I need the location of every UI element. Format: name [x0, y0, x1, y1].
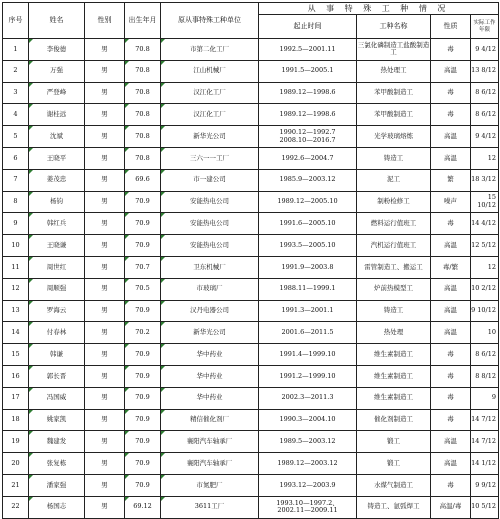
cell-nature: 高温 [431, 322, 471, 344]
table-row [3, 474, 499, 496]
cell-job: 光学玻璃熔炼 [357, 126, 431, 148]
table-row [3, 147, 499, 169]
cell-job: 维生素制造工 [357, 365, 431, 387]
cell-birth: 70.5 [125, 278, 161, 300]
cell-time: 1991.9—2003.8 [259, 256, 357, 278]
cell-birth: 70.9 [125, 387, 161, 409]
cell-name: 李俊德 [29, 39, 85, 61]
cell-birth: 70.9 [125, 213, 161, 235]
cell-gender: 男 [85, 453, 125, 475]
cell-job: 制粉检修工 [357, 191, 431, 213]
cell-unit: 襄阳汽车轴承厂 [161, 453, 259, 475]
cell-nature: 毒 [431, 344, 471, 366]
table-row [3, 496, 499, 518]
cell-gender: 男 [85, 126, 125, 148]
cell-birth: 70.9 [125, 474, 161, 496]
cell-time: 2001.6—2011.5 [259, 322, 357, 344]
cell-time: 1993.5—2005.10 [259, 235, 357, 257]
cell-years: 9 [471, 387, 499, 409]
cell-seq: 19 [3, 431, 29, 453]
cell-gender: 男 [85, 278, 125, 300]
cell-time: 1992.5—2001.11 [259, 39, 357, 61]
table-row [3, 213, 499, 235]
cell-name: 王晓平 [29, 147, 85, 169]
table-row [3, 82, 499, 104]
cell-job: 维生素制造工 [357, 344, 431, 366]
cell-seq: 3 [3, 82, 29, 104]
cell-gender: 男 [85, 409, 125, 431]
table-row [3, 322, 499, 344]
cell-unit: 华中药业 [161, 365, 259, 387]
table-row [3, 126, 499, 148]
records-body [3, 39, 499, 519]
cell-years: 9 4/12 [471, 39, 499, 61]
cell-name: 周世红 [29, 256, 85, 278]
cell-birth: 70.7 [125, 256, 161, 278]
cell-years: 8 6/12 [471, 104, 499, 126]
cell-unit: 华中药业 [161, 387, 259, 409]
cell-name: 郭长晋 [29, 365, 85, 387]
cell-job: 苯甲酸制造工 [357, 104, 431, 126]
header-birth: 出生年月 [125, 3, 161, 39]
cell-years: 14 7/12 [471, 431, 499, 453]
cell-unit: 精信催化剂厂 [161, 409, 259, 431]
cell-nature: 毒 [431, 213, 471, 235]
cell-seq: 14 [3, 322, 29, 344]
cell-unit: 市第二化工厂 [161, 39, 259, 61]
cell-birth: 70.2 [125, 322, 161, 344]
cell-seq: 4 [3, 104, 29, 126]
table-row [3, 300, 499, 322]
cell-job: 泥工 [357, 169, 431, 191]
cell-gender: 男 [85, 496, 125, 518]
table-row [3, 409, 499, 431]
header-time: 起止时间 [259, 15, 357, 39]
cell-birth: 70.9 [125, 431, 161, 453]
cell-unit: 安能热电公司 [161, 213, 259, 235]
cell-seq: 21 [3, 474, 29, 496]
cell-years: 9 9/12 [471, 474, 499, 496]
cell-job: 燃料运行值班工 [357, 213, 431, 235]
table-row [3, 365, 499, 387]
cell-years: 15 10/12 [471, 191, 499, 213]
cell-job: 雷管制造工、搬运工 [357, 256, 431, 278]
cell-seq: 5 [3, 126, 29, 148]
cell-years: 10 5/12 [471, 496, 499, 518]
cell-time: 1991.2—1999.10 [259, 365, 357, 387]
cell-years: 14 7/12 [471, 409, 499, 431]
cell-nature: 高温 [431, 278, 471, 300]
cell-years: 10 [471, 322, 499, 344]
table-row [3, 60, 499, 82]
cell-unit: 新华光公司 [161, 126, 259, 148]
cell-seq: 12 [3, 278, 29, 300]
cell-gender: 男 [85, 82, 125, 104]
header-unit: 原从事特殊工种单位 [161, 3, 259, 39]
cell-gender: 男 [85, 213, 125, 235]
cell-gender: 男 [85, 344, 125, 366]
cell-seq: 9 [3, 213, 29, 235]
cell-seq: 17 [3, 387, 29, 409]
cell-nature: 毒 [431, 365, 471, 387]
cell-name: 潘家强 [29, 474, 85, 496]
cell-gender: 男 [85, 235, 125, 257]
cell-gender: 男 [85, 322, 125, 344]
table-row [3, 169, 499, 191]
cell-nature: 高温/毒 [431, 496, 471, 518]
cell-gender: 男 [85, 365, 125, 387]
table-row [3, 104, 499, 126]
cell-seq: 6 [3, 147, 29, 169]
cell-birth: 70.8 [125, 82, 161, 104]
cell-years: 8 8/12 [471, 365, 499, 387]
cell-job: 三氯化磷制造工盐酸制造工 [357, 39, 431, 61]
cell-unit: 汉丹电器公司 [161, 300, 259, 322]
cell-job: 铸造工 [357, 147, 431, 169]
cell-unit: 江山机械厂 [161, 60, 259, 82]
table-row [3, 39, 499, 61]
cell-time: 1985.9—2003.12 [259, 169, 357, 191]
cell-unit: 安能热电公司 [161, 235, 259, 257]
cell-years: 14 4/12 [471, 213, 499, 235]
cell-birth: 69.6 [125, 169, 161, 191]
cell-time: 1988.11—1999.1 [259, 278, 357, 300]
cell-unit: 市一建公司 [161, 169, 259, 191]
cell-seq: 18 [3, 409, 29, 431]
cell-birth: 70.9 [125, 453, 161, 475]
cell-nature: 繁 [431, 169, 471, 191]
cell-birth: 70.8 [125, 60, 161, 82]
cell-unit: 汉江化工厂 [161, 104, 259, 126]
cell-name: 杨钧 [29, 191, 85, 213]
cell-years: 12 [471, 256, 499, 278]
cell-years: 9 4/12 [471, 126, 499, 148]
cell-birth: 70.8 [125, 147, 161, 169]
cell-job: 热处理 [357, 322, 431, 344]
cell-unit: 汉江化工厂 [161, 82, 259, 104]
cell-name: 姜茂忠 [29, 169, 85, 191]
cell-gender: 男 [85, 60, 125, 82]
header-gender: 性别 [85, 3, 125, 39]
cell-job: 锻工 [357, 453, 431, 475]
cell-unit: 三六一一工厂 [161, 147, 259, 169]
cell-nature: 毒 [431, 409, 471, 431]
header-name: 姓名 [29, 3, 85, 39]
cell-seq: 8 [3, 191, 29, 213]
cell-seq: 2 [3, 60, 29, 82]
cell-gender: 男 [85, 104, 125, 126]
cell-years: 9 10/12 [471, 300, 499, 322]
cell-nature: 高温 [431, 300, 471, 322]
cell-birth: 70.8 [125, 104, 161, 126]
cell-birth: 70.9 [125, 235, 161, 257]
cell-unit: 襄阳汽车轴承厂 [161, 431, 259, 453]
cell-job: 汽机运行值班工 [357, 235, 431, 257]
cell-gender: 男 [85, 300, 125, 322]
cell-seq: 1 [3, 39, 29, 61]
cell-unit: 市氮肥厂 [161, 474, 259, 496]
cell-nature: 高温 [431, 453, 471, 475]
cell-name: 魏建发 [29, 431, 85, 453]
cell-time: 1993.10—1997.2、 2002.11—2009.11 [259, 496, 357, 518]
cell-birth: 70.9 [125, 365, 161, 387]
cell-time: 1989.5—2003.12 [259, 431, 357, 453]
cell-gender: 男 [85, 431, 125, 453]
table-row [3, 235, 499, 257]
table-row [3, 344, 499, 366]
cell-unit: 卫东机械厂 [161, 256, 259, 278]
cell-years: 14 1/12 [471, 453, 499, 475]
cell-job: 催化剂制造工 [357, 409, 431, 431]
cell-birth: 70.9 [125, 409, 161, 431]
cell-name: 付春林 [29, 322, 85, 344]
cell-name: 姚家凯 [29, 409, 85, 431]
cell-time: 1989.12—2005.10 [259, 191, 357, 213]
cell-birth: 70.9 [125, 344, 161, 366]
cell-gender: 男 [85, 256, 125, 278]
cell-name: 罗海云 [29, 300, 85, 322]
cell-seq: 15 [3, 344, 29, 366]
cell-unit: 市玻璃厂 [161, 278, 259, 300]
cell-time: 1990.12—1992.7 2008.10—2016.7 [259, 126, 357, 148]
cell-job: 铸造工 [357, 300, 431, 322]
cell-years: 8 6/12 [471, 82, 499, 104]
records-table [2, 2, 499, 519]
cell-time: 1991.5—2005.1 [259, 60, 357, 82]
cell-name: 韩红兵 [29, 213, 85, 235]
cell-years: 18 3/12 [471, 169, 499, 191]
cell-name: 张复栋 [29, 453, 85, 475]
table-row [3, 387, 499, 409]
table-row [3, 256, 499, 278]
cell-years: 10 2/12 [471, 278, 499, 300]
cell-time: 1991.4—1999.10 [259, 344, 357, 366]
cell-job: 锻工 [357, 431, 431, 453]
cell-gender: 男 [85, 191, 125, 213]
cell-years: 8 6/12 [471, 344, 499, 366]
cell-gender: 男 [85, 147, 125, 169]
cell-years: 12 [471, 147, 499, 169]
cell-nature: 毒 [431, 104, 471, 126]
cell-nature: 毒 [431, 474, 471, 496]
cell-seq: 13 [3, 300, 29, 322]
cell-unit: 3611工厂 [161, 496, 259, 518]
cell-nature: 噪声 [431, 191, 471, 213]
cell-years: 13 8/12 [471, 60, 499, 82]
cell-nature: 毒 [431, 387, 471, 409]
cell-gender: 男 [85, 387, 125, 409]
cell-nature: 毒/繁 [431, 256, 471, 278]
cell-job: 炉前热模型工 [357, 278, 431, 300]
cell-time: 1993.12—2003.9 [259, 474, 357, 496]
cell-name: 万强 [29, 60, 85, 82]
cell-job: 水煤气制造工 [357, 474, 431, 496]
cell-nature: 高温 [431, 126, 471, 148]
header-seq: 序号 [3, 3, 29, 39]
cell-unit: 安能热电公司 [161, 191, 259, 213]
header-years: 实际工作年限 [471, 15, 499, 39]
cell-nature: 高温 [431, 235, 471, 257]
cell-gender: 男 [85, 474, 125, 496]
cell-time: 2002.3—2011.3 [259, 387, 357, 409]
cell-name: 杨国志 [29, 496, 85, 518]
header-group: 从 事 特 殊 工 种 情 况 [259, 3, 499, 15]
cell-nature: 毒 [431, 82, 471, 104]
cell-birth: 70.8 [125, 126, 161, 148]
cell-nature: 高温 [431, 147, 471, 169]
cell-time: 1989.12—2003.12 [259, 453, 357, 475]
cell-nature: 高温 [431, 60, 471, 82]
cell-years: 12 5/12 [471, 235, 499, 257]
table-row [3, 278, 499, 300]
cell-time: 1990.3—2004.10 [259, 409, 357, 431]
cell-unit: 华中药业 [161, 344, 259, 366]
cell-birth: 70.8 [125, 39, 161, 61]
cell-job: 维生素制造工 [357, 387, 431, 409]
cell-unit: 新华光公司 [161, 322, 259, 344]
cell-job: 热处理工 [357, 60, 431, 82]
cell-name: 谢桂远 [29, 104, 85, 126]
cell-seq: 20 [3, 453, 29, 475]
cell-time: 1991.3—2001.1 [259, 300, 357, 322]
cell-name: 韩谦 [29, 344, 85, 366]
cell-nature: 高温 [431, 431, 471, 453]
cell-name: 王晓谦 [29, 235, 85, 257]
table-row [3, 191, 499, 213]
cell-seq: 16 [3, 365, 29, 387]
cell-job: 铸造工、氩弧焊工 [357, 496, 431, 518]
cell-time: 1989.12—1998.6 [259, 82, 357, 104]
cell-seq: 11 [3, 256, 29, 278]
cell-gender: 男 [85, 39, 125, 61]
cell-name: 周顺强 [29, 278, 85, 300]
cell-birth: 70.9 [125, 300, 161, 322]
cell-gender: 男 [85, 169, 125, 191]
cell-time: 1992.6—2004.7 [259, 147, 357, 169]
cell-seq: 7 [3, 169, 29, 191]
cell-time: 1991.6—2005.10 [259, 213, 357, 235]
table-row [3, 431, 499, 453]
header-nature: 性质 [431, 15, 471, 39]
cell-name: 沈斌 [29, 126, 85, 148]
cell-nature: 毒 [431, 39, 471, 61]
cell-name: 严登峰 [29, 82, 85, 104]
cell-birth: 69.12 [125, 496, 161, 518]
cell-birth: 70.9 [125, 191, 161, 213]
cell-job: 苯甲酸制造工 [357, 82, 431, 104]
cell-time: 1989.12—1998.6 [259, 104, 357, 126]
table-row [3, 453, 499, 475]
cell-seq: 10 [3, 235, 29, 257]
header-job: 工种名称 [357, 15, 431, 39]
cell-name: 冯国威 [29, 387, 85, 409]
cell-seq: 22 [3, 496, 29, 518]
